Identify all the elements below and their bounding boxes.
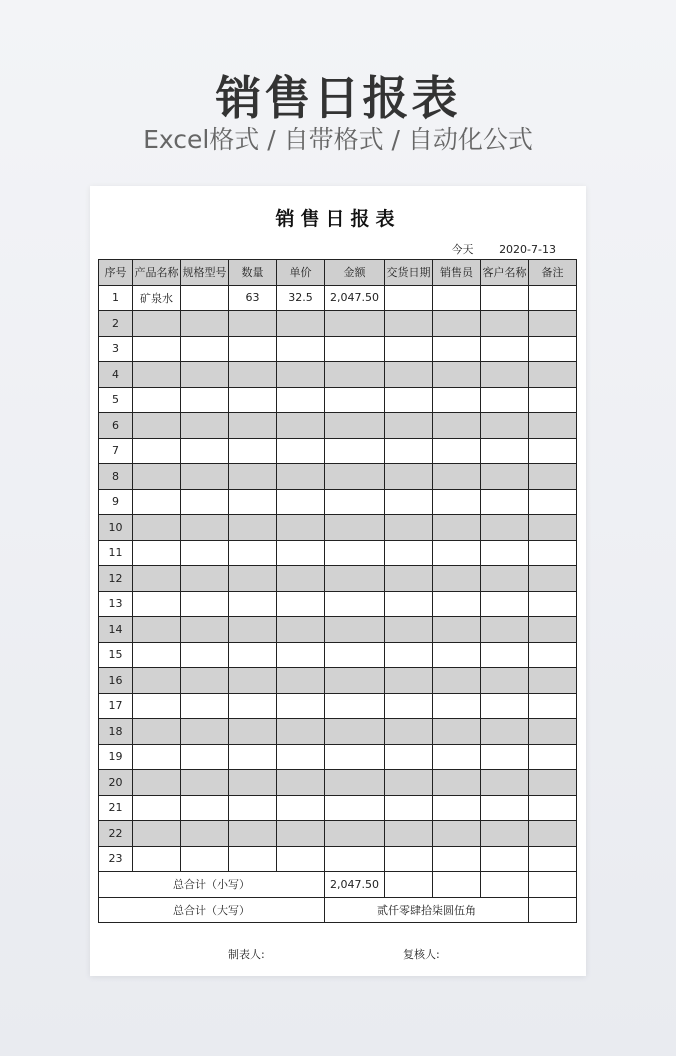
cell-amount[interactable] bbox=[325, 413, 385, 439]
cell-amount[interactable] bbox=[325, 795, 385, 821]
cell-product-name[interactable] bbox=[133, 362, 181, 388]
cell-spec-model[interactable] bbox=[181, 770, 229, 796]
cell-remarks[interactable] bbox=[529, 285, 577, 311]
table-row bbox=[99, 285, 577, 311]
cell-salesperson[interactable] bbox=[433, 693, 481, 719]
cell-salesperson[interactable] bbox=[433, 642, 481, 668]
cell-spec-model[interactable] bbox=[181, 285, 229, 311]
table-row bbox=[99, 795, 577, 821]
total-small-value[interactable]: 2,047.50 bbox=[325, 872, 385, 898]
cell-product-name[interactable] bbox=[133, 464, 181, 490]
cell-unit-price[interactable] bbox=[277, 540, 325, 566]
header-index: 序号 bbox=[99, 260, 133, 286]
cell-unit-price[interactable] bbox=[277, 642, 325, 668]
cell-product-name[interactable] bbox=[133, 515, 181, 541]
cell-unit-price[interactable]: 32.5 bbox=[277, 285, 325, 311]
cell-customer-name[interactable] bbox=[481, 591, 529, 617]
cell-quantity[interactable] bbox=[229, 642, 277, 668]
cell-delivery-date[interactable] bbox=[385, 591, 433, 617]
cell-customer-name[interactable] bbox=[481, 438, 529, 464]
cell-salesperson[interactable] bbox=[433, 515, 481, 541]
cell-customer-name[interactable] bbox=[481, 464, 529, 490]
cell-product-name[interactable] bbox=[133, 566, 181, 592]
cell-index[interactable]: 10 bbox=[99, 515, 133, 541]
cell-quantity[interactable] bbox=[229, 489, 277, 515]
cell-remarks[interactable] bbox=[529, 693, 577, 719]
cell-remarks[interactable] bbox=[529, 591, 577, 617]
table-row bbox=[99, 438, 577, 464]
header-customer-name: 客户名称 bbox=[481, 260, 529, 286]
cell-quantity[interactable] bbox=[229, 311, 277, 337]
cell-delivery-date[interactable] bbox=[385, 821, 433, 847]
cell-spec-model[interactable] bbox=[181, 668, 229, 694]
cell-index[interactable]: 16 bbox=[99, 668, 133, 694]
cell-quantity[interactable] bbox=[229, 693, 277, 719]
cell-quantity[interactable] bbox=[229, 617, 277, 643]
cell-customer-name[interactable] bbox=[481, 413, 529, 439]
header-unit-price: 单价 bbox=[277, 260, 325, 286]
cell-amount[interactable] bbox=[325, 566, 385, 592]
cell-amount[interactable] bbox=[325, 540, 385, 566]
cell-remarks[interactable] bbox=[529, 438, 577, 464]
cell-customer-name[interactable] bbox=[481, 540, 529, 566]
cell-index[interactable]: 17 bbox=[99, 693, 133, 719]
cell-delivery-date[interactable] bbox=[385, 617, 433, 643]
cell-amount[interactable] bbox=[325, 515, 385, 541]
cell-spec-model[interactable] bbox=[181, 489, 229, 515]
cell-index[interactable]: 7 bbox=[99, 438, 133, 464]
cell-unit-price[interactable] bbox=[277, 336, 325, 362]
cell-remarks[interactable] bbox=[529, 540, 577, 566]
total-small-row bbox=[99, 872, 577, 898]
cell-customer-name[interactable] bbox=[481, 668, 529, 694]
cell-remarks[interactable] bbox=[529, 770, 577, 796]
cell-index[interactable]: 5 bbox=[99, 387, 133, 413]
cell-quantity[interactable] bbox=[229, 668, 277, 694]
table-row bbox=[99, 617, 577, 643]
table-row bbox=[99, 362, 577, 388]
cell-quantity[interactable] bbox=[229, 846, 277, 872]
cell-product-name[interactable] bbox=[133, 668, 181, 694]
cell-quantity[interactable] bbox=[229, 464, 277, 490]
cell-index[interactable]: 13 bbox=[99, 591, 133, 617]
table-row bbox=[99, 387, 577, 413]
cell-spec-model[interactable] bbox=[181, 387, 229, 413]
table-header-row bbox=[99, 260, 577, 286]
cell-customer-name[interactable] bbox=[481, 719, 529, 745]
cell-salesperson[interactable] bbox=[433, 413, 481, 439]
cell-remarks[interactable] bbox=[529, 668, 577, 694]
table-row bbox=[99, 821, 577, 847]
cell-amount[interactable] bbox=[325, 464, 385, 490]
cell-amount[interactable] bbox=[325, 719, 385, 745]
cell-quantity[interactable] bbox=[229, 413, 277, 439]
cell-remarks[interactable] bbox=[529, 464, 577, 490]
cell-customer-name[interactable] bbox=[481, 795, 529, 821]
cell-unit-price[interactable] bbox=[277, 515, 325, 541]
header-delivery-date: 交货日期 bbox=[385, 260, 433, 286]
cell-quantity[interactable] bbox=[229, 744, 277, 770]
cell-delivery-date[interactable] bbox=[385, 387, 433, 413]
cell-salesperson[interactable] bbox=[433, 464, 481, 490]
cell-salesperson[interactable] bbox=[433, 821, 481, 847]
cell-quantity[interactable] bbox=[229, 387, 277, 413]
cell-product-name[interactable]: 矿泉水 bbox=[133, 285, 181, 311]
cell-delivery-date[interactable] bbox=[385, 668, 433, 694]
cell-customer-name[interactable] bbox=[481, 693, 529, 719]
cell-index[interactable]: 6 bbox=[99, 413, 133, 439]
cell-delivery-date[interactable] bbox=[385, 438, 433, 464]
cell-index[interactable]: 4 bbox=[99, 362, 133, 388]
cell-remarks[interactable] bbox=[529, 744, 577, 770]
cell-remarks[interactable] bbox=[529, 846, 577, 872]
cell-customer-name[interactable] bbox=[481, 362, 529, 388]
total-big-value[interactable]: 贰仟零肆拾柒圆伍角 bbox=[325, 897, 529, 923]
cell-product-name[interactable] bbox=[133, 311, 181, 337]
cell-unit-price[interactable] bbox=[277, 489, 325, 515]
cell-delivery-date[interactable] bbox=[385, 846, 433, 872]
cell-salesperson[interactable] bbox=[433, 285, 481, 311]
cell-delivery-date[interactable] bbox=[385, 336, 433, 362]
cell-unit-price[interactable] bbox=[277, 795, 325, 821]
cell-amount[interactable] bbox=[325, 489, 385, 515]
cell-customer-name[interactable] bbox=[481, 770, 529, 796]
date-row bbox=[452, 241, 556, 257]
cell-amount[interactable] bbox=[325, 693, 385, 719]
total-big-row bbox=[99, 897, 577, 923]
cell-product-name[interactable] bbox=[133, 693, 181, 719]
cell-product-name[interactable] bbox=[133, 642, 181, 668]
cell-spec-model[interactable] bbox=[181, 464, 229, 490]
cell-spec-model[interactable] bbox=[181, 336, 229, 362]
cell-salesperson[interactable] bbox=[433, 387, 481, 413]
cell-remarks[interactable] bbox=[529, 387, 577, 413]
cell-delivery-date[interactable] bbox=[385, 566, 433, 592]
page-subtitle: Excel格式 / 自带格式 / 自动化公式 bbox=[143, 125, 533, 154]
header-spec-model: 规格型号 bbox=[181, 260, 229, 286]
cell-index[interactable]: 23 bbox=[99, 846, 133, 872]
cell-delivery-date[interactable] bbox=[385, 744, 433, 770]
cell-unit-price[interactable] bbox=[277, 591, 325, 617]
cell-index[interactable]: 9 bbox=[99, 489, 133, 515]
cell-delivery-date[interactable] bbox=[385, 362, 433, 388]
cell-amount[interactable] bbox=[325, 642, 385, 668]
total-big-label: 总合计（大写） bbox=[99, 897, 325, 923]
total-small-cell[interactable] bbox=[433, 872, 481, 898]
cell-remarks[interactable] bbox=[529, 642, 577, 668]
cell-delivery-date[interactable] bbox=[385, 642, 433, 668]
cell-amount[interactable] bbox=[325, 617, 385, 643]
cell-unit-price[interactable] bbox=[277, 744, 325, 770]
header-salesperson: 销售员 bbox=[433, 260, 481, 286]
cell-spec-model[interactable] bbox=[181, 744, 229, 770]
cell-spec-model[interactable] bbox=[181, 566, 229, 592]
header-quantity: 数量 bbox=[229, 260, 277, 286]
cell-index[interactable]: 14 bbox=[99, 617, 133, 643]
cell-remarks[interactable] bbox=[529, 362, 577, 388]
cell-amount[interactable] bbox=[325, 744, 385, 770]
cell-salesperson[interactable] bbox=[433, 846, 481, 872]
cell-delivery-date[interactable] bbox=[385, 719, 433, 745]
page-title: 销售日报表 bbox=[215, 71, 461, 125]
cell-amount[interactable] bbox=[325, 846, 385, 872]
total-small-cell[interactable] bbox=[385, 872, 433, 898]
spreadsheet-sheet bbox=[90, 186, 586, 976]
cell-salesperson[interactable] bbox=[433, 489, 481, 515]
cell-product-name[interactable] bbox=[133, 591, 181, 617]
cell-remarks[interactable] bbox=[529, 413, 577, 439]
cell-amount[interactable] bbox=[325, 770, 385, 796]
cell-spec-model[interactable] bbox=[181, 311, 229, 337]
cell-customer-name[interactable] bbox=[481, 336, 529, 362]
cell-amount[interactable] bbox=[325, 821, 385, 847]
cell-spec-model[interactable] bbox=[181, 719, 229, 745]
cell-index[interactable]: 22 bbox=[99, 821, 133, 847]
cell-product-name[interactable] bbox=[133, 719, 181, 745]
cell-quantity[interactable] bbox=[229, 591, 277, 617]
table-row bbox=[99, 770, 577, 796]
cell-customer-name[interactable] bbox=[481, 642, 529, 668]
cell-product-name[interactable] bbox=[133, 846, 181, 872]
cell-spec-model[interactable] bbox=[181, 821, 229, 847]
cell-delivery-date[interactable] bbox=[385, 540, 433, 566]
cell-index[interactable]: 3 bbox=[99, 336, 133, 362]
cell-quantity[interactable] bbox=[229, 438, 277, 464]
cell-remarks[interactable] bbox=[529, 821, 577, 847]
cell-unit-price[interactable] bbox=[277, 362, 325, 388]
cell-quantity[interactable] bbox=[229, 336, 277, 362]
table-row bbox=[99, 413, 577, 439]
table-row bbox=[99, 566, 577, 592]
cell-delivery-date[interactable] bbox=[385, 515, 433, 541]
reviewer-label: 复核人: bbox=[403, 948, 440, 961]
cell-delivery-date[interactable] bbox=[385, 795, 433, 821]
cell-index[interactable]: 12 bbox=[99, 566, 133, 592]
cell-salesperson[interactable] bbox=[433, 719, 481, 745]
cell-delivery-date[interactable] bbox=[385, 770, 433, 796]
cell-delivery-date[interactable] bbox=[385, 464, 433, 490]
cell-spec-model[interactable] bbox=[181, 846, 229, 872]
cell-index[interactable]: 19 bbox=[99, 744, 133, 770]
cell-index[interactable]: 18 bbox=[99, 719, 133, 745]
table-row bbox=[99, 311, 577, 337]
cell-customer-name[interactable] bbox=[481, 744, 529, 770]
sales-table bbox=[98, 259, 577, 923]
cell-amount[interactable] bbox=[325, 668, 385, 694]
cell-index[interactable]: 21 bbox=[99, 795, 133, 821]
cell-salesperson[interactable] bbox=[433, 362, 481, 388]
cell-spec-model[interactable] bbox=[181, 642, 229, 668]
total-small-cell[interactable] bbox=[529, 872, 577, 898]
cell-quantity[interactable] bbox=[229, 795, 277, 821]
cell-quantity[interactable]: 63 bbox=[229, 285, 277, 311]
cell-unit-price[interactable] bbox=[277, 821, 325, 847]
cell-remarks[interactable] bbox=[529, 719, 577, 745]
date-value[interactable]: 2020-7-13 bbox=[499, 243, 556, 256]
cell-salesperson[interactable] bbox=[433, 668, 481, 694]
table-body bbox=[99, 285, 577, 872]
cell-salesperson[interactable] bbox=[433, 311, 481, 337]
cell-spec-model[interactable] bbox=[181, 413, 229, 439]
cell-customer-name[interactable] bbox=[481, 821, 529, 847]
cell-salesperson[interactable] bbox=[433, 795, 481, 821]
cell-product-name[interactable] bbox=[133, 387, 181, 413]
cell-customer-name[interactable] bbox=[481, 311, 529, 337]
cell-quantity[interactable] bbox=[229, 566, 277, 592]
cell-unit-price[interactable] bbox=[277, 387, 325, 413]
cell-remarks[interactable] bbox=[529, 795, 577, 821]
cell-unit-price[interactable] bbox=[277, 846, 325, 872]
total-small-cell[interactable] bbox=[481, 872, 529, 898]
cell-unit-price[interactable] bbox=[277, 566, 325, 592]
cell-remarks[interactable] bbox=[529, 489, 577, 515]
table-row bbox=[99, 464, 577, 490]
cell-amount[interactable]: 2,047.50 bbox=[325, 285, 385, 311]
cell-spec-model[interactable] bbox=[181, 617, 229, 643]
cell-quantity[interactable] bbox=[229, 770, 277, 796]
cell-spec-model[interactable] bbox=[181, 693, 229, 719]
cell-unit-price[interactable] bbox=[277, 464, 325, 490]
total-small-label: 总合计（小写） bbox=[99, 872, 325, 898]
cell-unit-price[interactable] bbox=[277, 413, 325, 439]
cell-delivery-date[interactable] bbox=[385, 311, 433, 337]
cell-salesperson[interactable] bbox=[433, 438, 481, 464]
table-row bbox=[99, 515, 577, 541]
sheet-title: 销售日报表 bbox=[275, 208, 401, 230]
cell-index[interactable]: 2 bbox=[99, 311, 133, 337]
header-amount: 金额 bbox=[325, 260, 385, 286]
cell-unit-price[interactable] bbox=[277, 770, 325, 796]
cell-amount[interactable] bbox=[325, 336, 385, 362]
cell-unit-price[interactable] bbox=[277, 438, 325, 464]
table-row bbox=[99, 540, 577, 566]
cell-salesperson[interactable] bbox=[433, 617, 481, 643]
cell-amount[interactable] bbox=[325, 438, 385, 464]
cell-spec-model[interactable] bbox=[181, 591, 229, 617]
table-row bbox=[99, 719, 577, 745]
date-label: 今天 bbox=[451, 243, 474, 256]
table-row bbox=[99, 591, 577, 617]
cell-index[interactable]: 8 bbox=[99, 464, 133, 490]
cell-spec-model[interactable] bbox=[181, 795, 229, 821]
cell-index[interactable]: 15 bbox=[99, 642, 133, 668]
cell-customer-name[interactable] bbox=[481, 617, 529, 643]
total-big-cell[interactable] bbox=[529, 897, 577, 923]
table-row bbox=[99, 846, 577, 872]
cell-spec-model[interactable] bbox=[181, 438, 229, 464]
cell-salesperson[interactable] bbox=[433, 540, 481, 566]
cell-unit-price[interactable] bbox=[277, 719, 325, 745]
cell-quantity[interactable] bbox=[229, 719, 277, 745]
cell-delivery-date[interactable] bbox=[385, 489, 433, 515]
cell-spec-model[interactable] bbox=[181, 362, 229, 388]
cell-salesperson[interactable] bbox=[433, 744, 481, 770]
cell-delivery-date[interactable] bbox=[385, 285, 433, 311]
cell-amount[interactable] bbox=[325, 311, 385, 337]
cell-product-name[interactable] bbox=[133, 540, 181, 566]
cell-product-name[interactable] bbox=[133, 744, 181, 770]
cell-remarks[interactable] bbox=[529, 515, 577, 541]
cell-product-name[interactable] bbox=[133, 617, 181, 643]
cell-salesperson[interactable] bbox=[433, 566, 481, 592]
cell-product-name[interactable] bbox=[133, 821, 181, 847]
cell-index[interactable]: 1 bbox=[99, 285, 133, 311]
maker-label: 制表人: bbox=[228, 948, 265, 961]
cell-remarks[interactable] bbox=[529, 617, 577, 643]
cell-customer-name[interactable] bbox=[481, 566, 529, 592]
cell-delivery-date[interactable] bbox=[385, 413, 433, 439]
cell-spec-model[interactable] bbox=[181, 540, 229, 566]
cell-quantity[interactable] bbox=[229, 821, 277, 847]
cell-unit-price[interactable] bbox=[277, 311, 325, 337]
header-remarks: 备注 bbox=[529, 260, 577, 286]
cell-product-name[interactable] bbox=[133, 413, 181, 439]
cell-product-name[interactable] bbox=[133, 795, 181, 821]
table-row bbox=[99, 642, 577, 668]
cell-index[interactable]: 11 bbox=[99, 540, 133, 566]
table-row bbox=[99, 744, 577, 770]
cell-customer-name[interactable] bbox=[481, 285, 529, 311]
cell-remarks[interactable] bbox=[529, 566, 577, 592]
cell-quantity[interactable] bbox=[229, 515, 277, 541]
cell-customer-name[interactable] bbox=[481, 846, 529, 872]
cell-product-name[interactable] bbox=[133, 438, 181, 464]
table-row bbox=[99, 489, 577, 515]
cell-product-name[interactable] bbox=[133, 336, 181, 362]
table-row bbox=[99, 336, 577, 362]
table-row bbox=[99, 693, 577, 719]
cell-delivery-date[interactable] bbox=[385, 693, 433, 719]
cell-customer-name[interactable] bbox=[481, 515, 529, 541]
cell-unit-price[interactable] bbox=[277, 668, 325, 694]
cell-remarks[interactable] bbox=[529, 336, 577, 362]
cell-unit-price[interactable] bbox=[277, 693, 325, 719]
cell-product-name[interactable] bbox=[133, 770, 181, 796]
cell-salesperson[interactable] bbox=[433, 591, 481, 617]
cell-customer-name[interactable] bbox=[481, 387, 529, 413]
cell-quantity[interactable] bbox=[229, 362, 277, 388]
cell-unit-price[interactable] bbox=[277, 617, 325, 643]
cell-amount[interactable] bbox=[325, 387, 385, 413]
cell-customer-name[interactable] bbox=[481, 489, 529, 515]
cell-quantity[interactable] bbox=[229, 540, 277, 566]
cell-remarks[interactable] bbox=[529, 311, 577, 337]
cell-amount[interactable] bbox=[325, 362, 385, 388]
cell-amount[interactable] bbox=[325, 591, 385, 617]
table-row bbox=[99, 668, 577, 694]
cell-product-name[interactable] bbox=[133, 489, 181, 515]
cell-salesperson[interactable] bbox=[433, 336, 481, 362]
cell-spec-model[interactable] bbox=[181, 515, 229, 541]
cell-index[interactable]: 20 bbox=[99, 770, 133, 796]
header-product-name: 产品名称 bbox=[133, 260, 181, 286]
cell-salesperson[interactable] bbox=[433, 770, 481, 796]
